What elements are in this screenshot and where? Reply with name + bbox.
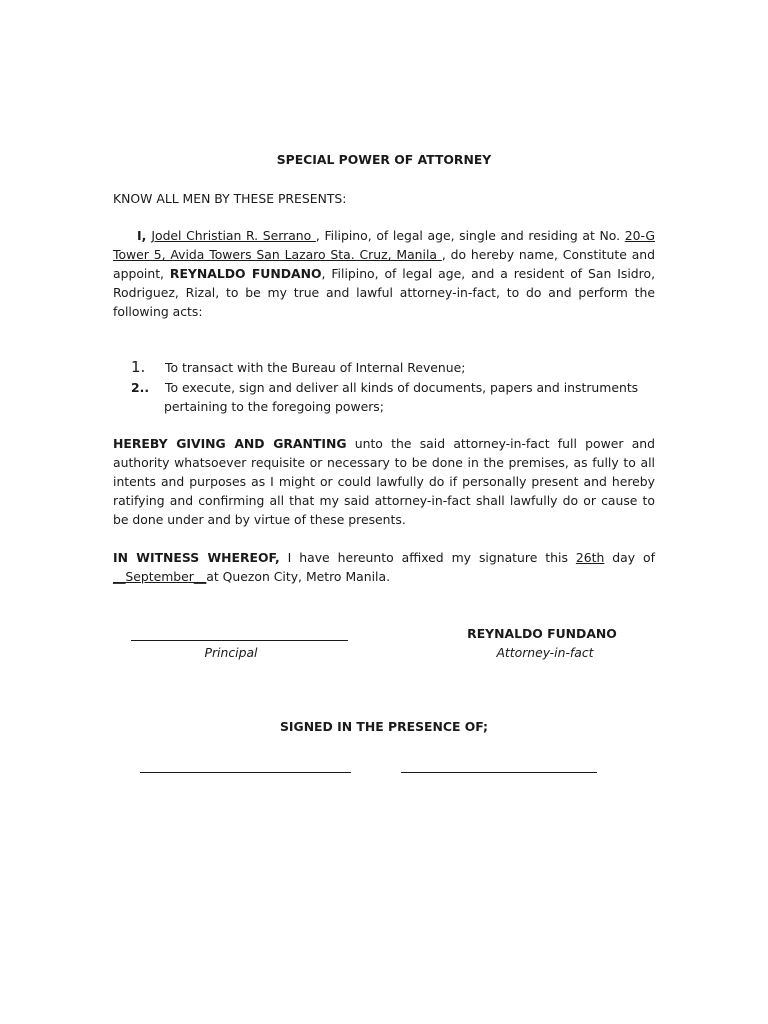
principal-signature-line	[131, 640, 348, 641]
para1-text-b: , do hereby name, Constitute and appoint,	[113, 247, 655, 281]
list-item	[131, 358, 465, 377]
witness-month: __September__	[113, 569, 207, 584]
witness-signature-line-1	[140, 772, 351, 773]
witness-lead: IN WITNESS WHEREOF,	[113, 550, 280, 565]
list-text-continuation: pertaining to the foregoing powers;	[164, 399, 384, 414]
witness-day: 26th	[575, 550, 605, 565]
principal-name: Jodel Christian R. Serrano	[151, 228, 316, 243]
principal-address: 20-G Tower 5, Avida Towers San Lazaro Sta. Cruz, Manila	[113, 228, 655, 262]
principal-label: Principal	[204, 645, 258, 660]
witness-text-c: at Quezon City, Metro Manila.	[206, 569, 391, 584]
para1-text-c: , Filipino, of legal age, and a resident of San Isidro, Rodriguez, Rizal, to be my true and lawful attorney-in-fact, to do and perform the following acts:	[113, 266, 656, 319]
document-title: SPECIAL POWER OF ATTORNEY	[276, 152, 492, 167]
witness-paragraph	[113, 548, 655, 586]
witness-signature-line-2	[401, 772, 597, 773]
attorney-label: Attorney-in-fact	[496, 645, 594, 660]
know-all-men-heading: KNOW ALL MEN BY THESE PRESENTS:	[113, 191, 347, 206]
list-number: 2..	[131, 380, 150, 395]
list-item	[131, 378, 638, 397]
witness-text-a: I have hereunto affixed my signature this	[279, 550, 576, 565]
attorney-name: REYNALDO FUNDANO	[467, 626, 617, 641]
granting-paragraph	[113, 434, 655, 529]
pronoun-i: I,	[137, 228, 152, 243]
witness-text-b: day of	[604, 550, 655, 565]
list-number: 1.	[131, 358, 146, 376]
appointment-paragraph	[113, 226, 655, 321]
attorney-name-inline: REYNALDO FUNDANO	[169, 266, 322, 281]
granting-lead: HEREBY GIVING AND GRANTING	[113, 436, 347, 451]
para1-text-a: , Filipino, of legal age, single and residing at No.	[315, 228, 625, 243]
list-text: To execute, sign and deliver all kinds of documents, papers and instruments	[165, 380, 639, 395]
granting-text: unto the said attorney-in-fact full power and authority whatsoever requisite or necessary to be done in the premises, as fully to all intents and purposes as I might or could lawfully do if personally present and hereby ratifying and confirming all that my said attorney-in-fact shall lawfully do or cause to be done under and by virtue of these presents.	[113, 436, 656, 527]
presence-heading: SIGNED IN THE PRESENCE OF;	[279, 719, 489, 734]
list-text: To transact with the Bureau of Internal Revenue;	[165, 360, 466, 375]
